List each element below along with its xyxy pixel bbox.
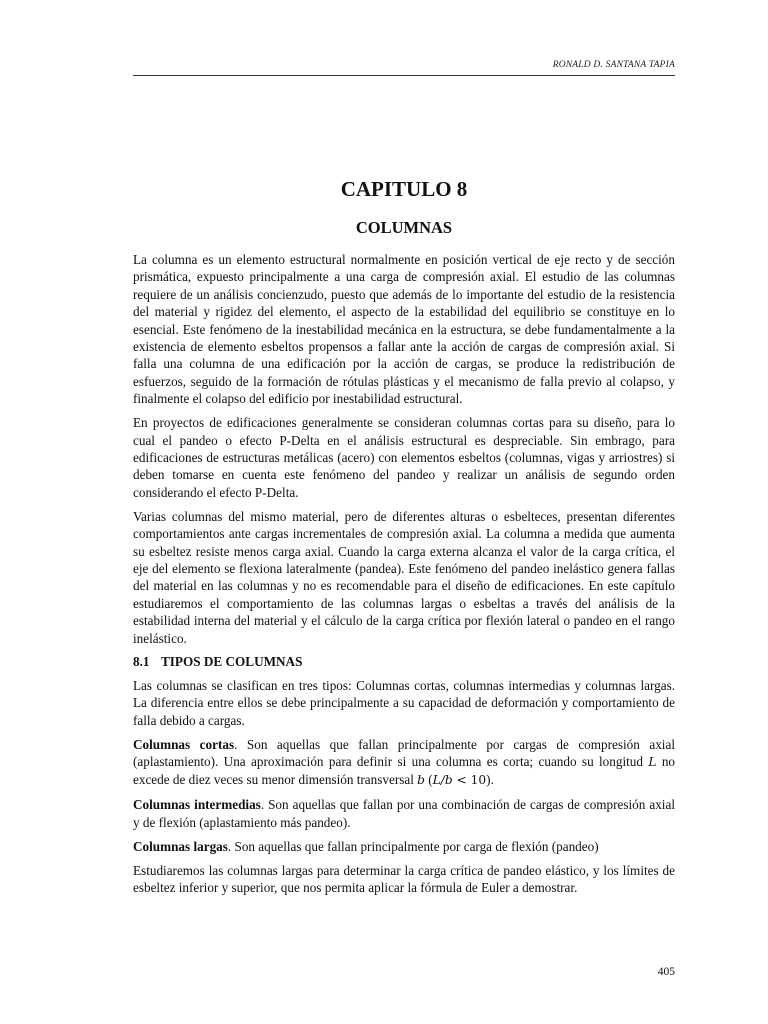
page-number: 405 xyxy=(657,966,675,978)
section-number: 8.1 xyxy=(133,654,150,670)
math-var-b: b xyxy=(417,773,425,788)
paragraph-behavior: Varias columnas del mismo material, pero de diferentes alturas o esbelteces, presentan diferentes comportamientos ante cargas incrementales de compresión axial. La columna a medida que aumenta su esbeltez resiste menos carga axial. Cuando la carga externa alcanza el valor de la carga crítica, el eje del elemento se flexiona lateralmente (pandea). Este fenómeno del pandeo inelástico genera fallas del material en las columnas y no es recomendable para el diseño de edificaciones. En este capítulo estudiaremos el comportamiento de las columnas largas o esbeltas a través del análisis de la estabilidad interna del material y el cálculo de la carga crítica por flexión lateral o pandeo en el rango inelástico. xyxy=(133,508,675,646)
term-intermediate-columns: Columnas intermedias xyxy=(133,797,261,813)
term-long-columns: Columnas largas xyxy=(133,838,228,854)
math-ten: 10 xyxy=(470,773,487,788)
header-rule xyxy=(133,75,675,76)
paragraph-types-intro: Las columnas se clasifican en tres tipos: Columnas cortas, columnas intermedias y columnas largas. La diferencia entre ellos se debe principalmente a su capacidad de deformación y comportamiento de falla debido a cargas. xyxy=(133,677,675,728)
math-less-than: < xyxy=(452,773,471,788)
math-ratio: L/b xyxy=(432,773,453,788)
paragraph-intermediate-columns: Columnas intermedias. Son aquellas que fallan por una combinación de cargas de compresión axial y de flexión (aplastamiento más pandeo). xyxy=(133,797,675,830)
paragraph-closing: Estudiaremos las columnas largas para determinar la carga crítica de pandeo elástico, y los límites de esbeltez inferior y superior, que nos permita aplicar la fórmula de Euler a demostrar. xyxy=(133,862,675,895)
chapter-title: CAPITULO 8 xyxy=(340,177,468,201)
chapter-subtitle: COLUMNAS xyxy=(355,218,453,237)
term-short-columns: Columnas cortas xyxy=(133,736,235,752)
section-heading xyxy=(133,653,675,670)
math-var-L: L xyxy=(648,754,657,769)
paragraph-long-columns: Columnas largas. Son aquellas que fallan principalmente por carga de flexión (pandeo) xyxy=(133,838,599,854)
running-header-author: RONALD D. SANTANA TAPIA xyxy=(552,60,675,70)
paragraph-short-columns: Columnas cortas. Son aquellas que fallan principalmente por cargas de compresión axial (aplastamiento). Una aproximación para definir si una columna es corta; cuando su longitud L no excede de diez veces su menor dimensión transversal b (L/b < 10). xyxy=(133,736,676,788)
paragraph-projects: En proyectos de edificaciones generalmente se consideran columnas cortas para su diseño, para lo cual el pandeo o efecto P-Delta en el análisis estructural es despreciable. Sin embrago, para edificaciones de estructuras metálicas (acero) con elementos esbeltos (columnas, vigas y arriostres) si deben tomarse en cuenta este fenómeno del pandeo y realizar un análisis de segundo orden considerando el efecto P-Delta. xyxy=(133,415,675,500)
body-text xyxy=(133,251,675,903)
paragraph-intro: La columna es un elemento estructural normalmente en posición vertical de eje recto y de sección prismática, expuesto principalmente a una carga de compresión axial. El estudio de las columnas requiere de un análisis concienzudo, puesto que además de lo importante del estudio de la resistencia del material y rigidez del elemento, el aspecto de la estabilidad del equilibrio se constituye en lo esencial. Este fenómeno de la inestabilidad mecánica en la estructura, se debe fundamentalmente a la existencia de elemento esbeltos propensos a fallar ante la acción de cargas de compresión axial. Si falla una columna de una edificación por la acción de cargas, se produce la redistribución de esfuerzos, seguido de la formación de rótulas plásticas y el mecanismo de falla previo al colapso, y finalmente el colapso del edificio por inestabilidad estructural. xyxy=(133,252,675,407)
section-title: TIPOS DE COLUMNAS xyxy=(161,654,303,670)
